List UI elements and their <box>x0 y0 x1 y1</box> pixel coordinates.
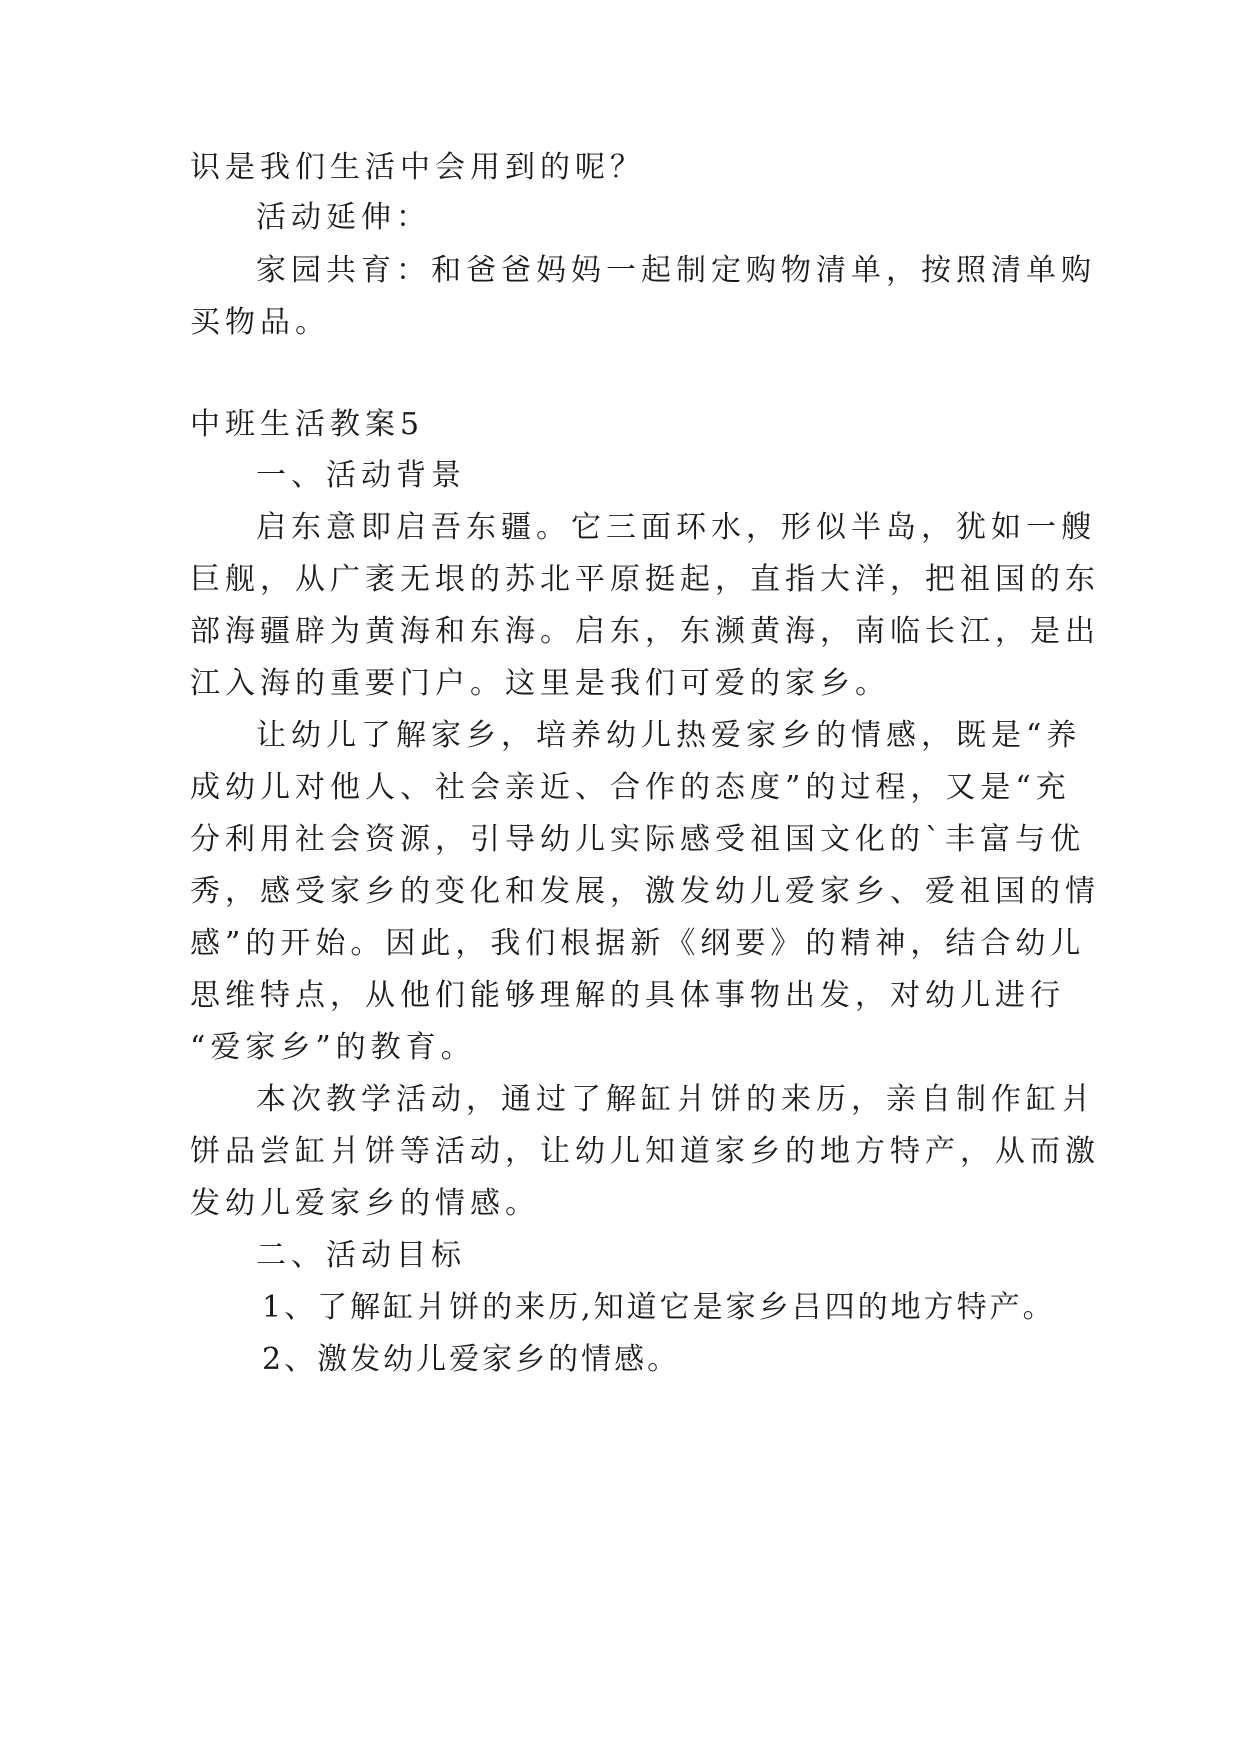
text-line: 感”的开始。因此，我们根据新《纲要》的精神，结合幼儿 <box>190 926 1086 961</box>
text-line: 部海疆辟为黄海和东海。启东，东濒黄海，南临长江，是出 <box>190 614 1100 649</box>
text-line: 成幼儿对他人、社会亲近、合作的态度”的过程，又是“充 <box>190 770 1071 805</box>
text-line: 活动延伸： <box>256 200 431 235</box>
text-line: 饼品尝缸爿饼等活动，让幼儿知道家乡的地方特产，从而激 <box>190 1134 1100 1169</box>
text-line: 江入海的重要门户。这里是我们可爱的家乡。 <box>190 666 890 701</box>
text-line: 让幼儿了解家乡，培养幼儿热爱家乡的情感，既是“养 <box>256 718 1082 753</box>
subsection-heading: 二、活动目标 <box>256 1238 466 1273</box>
text-line: 分利用社会资源，引导幼儿实际感受祖国文化的`丰富与优 <box>190 822 1085 857</box>
text-line: 买物品。 <box>190 305 330 340</box>
text-line: 巨舰，从广袤无垠的苏北平原挺起，直指大洋，把祖国的东 <box>190 562 1100 597</box>
subsection-heading: 一、活动背景 <box>256 458 466 493</box>
text-line: 秀，感受家乡的变化和发展，激发幼儿爱家乡、爱祖国的情 <box>190 874 1100 909</box>
text-line: 家园共育：和爸爸妈妈一起制定购物清单，按照清单购 <box>256 253 1096 288</box>
text-line: 识是我们生活中会用到的呢？ <box>190 150 645 185</box>
text-line: 发幼儿爱家乡的情感。 <box>190 1186 540 1221</box>
list-item: 1、了解缸爿饼的来历,知道它是家乡吕四的地方特产。 <box>262 1290 1056 1325</box>
text-line: 启东意即启吾东疆。它三面环水，形似半岛，犹如一艘 <box>256 510 1096 545</box>
list-item: 2、激发幼儿爱家乡的情感。 <box>262 1342 681 1377</box>
text-line: 思维特点，从他们能够理解的具体事物出发，对幼儿进行 <box>190 978 1065 1013</box>
text-line: 本次教学活动，通过了解缸爿饼的来历，亲自制作缸爿 <box>256 1082 1096 1117</box>
section-heading: 中班生活教案5 <box>190 407 425 442</box>
text-line: “爱家乡”的教育。 <box>190 1030 476 1065</box>
